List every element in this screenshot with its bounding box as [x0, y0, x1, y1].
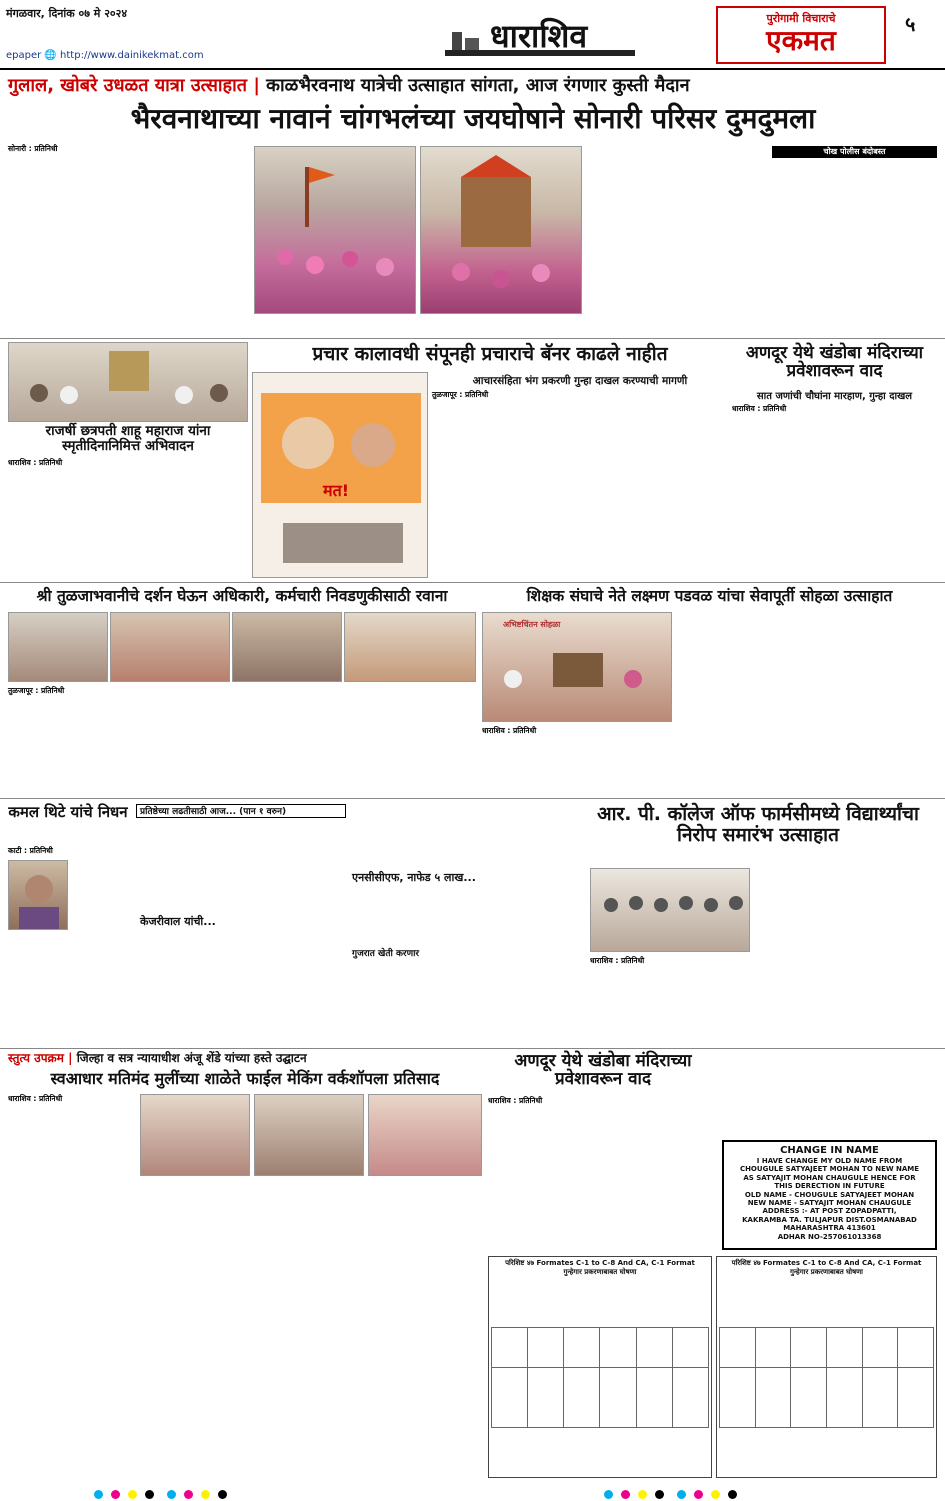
- andur1-subheadline: सात जणांची चौघांना मारहाण, गुन्हा दाखल: [756, 391, 913, 402]
- lead-caption-1: [254, 316, 416, 336]
- tuljabhavani-body: [8, 698, 476, 794]
- notice-title: CHANGE IN NAME: [780, 1145, 879, 1156]
- tuljabhavani-photo-4: [344, 612, 476, 682]
- lead-photo-2: [420, 146, 582, 314]
- page-number: ५: [905, 12, 916, 36]
- padwal-headline: शिक्षक संघाचे नेते लक्ष्मण पडवळ यांचा सेवापूर्ती सोहळा उत्साहात: [526, 587, 893, 605]
- form-a-table: [491, 1327, 709, 1428]
- andur2-body: [488, 1108, 718, 1250]
- print-color-marks-right: [600, 1484, 741, 1501]
- lead-body-col3: [588, 146, 766, 334]
- rp-body: [754, 868, 937, 1044]
- notice-adhar: ADHAR NO-257061013368: [777, 1232, 882, 1241]
- workshop-photo-3: [368, 1094, 482, 1176]
- workshop-photo-1: [140, 1094, 250, 1176]
- form-b-subtitle: गुन्हेगार प्रकरणाबाबत घोषणा: [789, 1268, 863, 1276]
- kamal-byline: काटी : प्रतिनिधी: [8, 846, 53, 855]
- kamal-photo: [8, 860, 68, 930]
- continuation-body: [136, 822, 346, 1044]
- shahu-headline: राजर्षी छत्रपती शाहू महाराज यांना स्मृतीदिनानिमित्त अभिवादन: [45, 423, 211, 454]
- chariot-photo-icon: [421, 147, 582, 314]
- city-name: धाराशिव: [490, 17, 588, 55]
- tuljabhavani-photo-3: [232, 612, 342, 682]
- campaign-banner-icon: [253, 373, 428, 578]
- form-b-title: परिशिष्ट ४७ Formates C-1 to C-8 And CA, C-1 Format: [731, 1259, 922, 1267]
- workshop-body-col1: [8, 1106, 136, 1478]
- lead-body-col1: [8, 156, 148, 336]
- banner-body-col1: [432, 402, 577, 578]
- paper-tagline: पुरोगामी विचाराचे: [766, 12, 836, 25]
- lead-subhead-police: चोख पोलीस बंदोबस्त: [772, 146, 937, 158]
- andur2-headline: अणदूर येथे खंडोबा मंदिराच्या प्रवेशावरून वाद: [514, 1051, 692, 1090]
- rp-headline: आर. पी. कॉलेज ऑफ फार्मसीमध्ये विद्यार्थ्यांचा निरोप समारंभ उत्साहात: [597, 803, 919, 846]
- tuljabhavani-photo-1: [8, 612, 108, 682]
- shahu-photo: [8, 342, 248, 422]
- andur1-headline: अणदूर येथे खंडोबा मंदिराच्या प्रवेशावरून वाद: [745, 343, 924, 382]
- lead-byline: सोनारी : प्रतिनिधी: [8, 144, 58, 153]
- andur2-byline: धाराशिव : प्रतिनिधी: [488, 1096, 543, 1105]
- lead-body-col2: [152, 146, 250, 334]
- banner-subheadline: आचारसंहिता भंग प्रकरणी गुन्हा दाखल करण्याची मागणी: [472, 375, 688, 387]
- notice-old-name: OLD NAME - CHOUGULE SATYAJEET MOHAN: [744, 1190, 915, 1199]
- tuljabhavani-headline: श्री तुळजाभवानीचे दर्शन घेऊन अधिकारी, कर्मचारी निवडणुकीसाठी रवाना: [36, 587, 448, 605]
- banner-sign-text: मत!: [323, 481, 349, 500]
- ncc-subhead: एनसीसीएफ, नाफेड ५ लाख...: [352, 871, 476, 884]
- notice-address-1: ADDRESS :- AT POST ZOPADPATTI,: [762, 1207, 897, 1216]
- continuation-label: प्रतिष्ठेच्या लढतीसाठी आज... (पान १ वरुन): [136, 804, 346, 818]
- workshop-byline: धाराशिव : प्रतिनिधी: [8, 1094, 63, 1103]
- form-a-subtitle: गुन्हेगार प्रकरणाबाबत घोषणा: [563, 1268, 637, 1276]
- rp-byline: धाराशिव : प्रतिनिधी: [590, 956, 645, 965]
- workshop-kicker: स्तुत्य उपक्रम | जिल्हा व सत्र न्यायाधीश अंजू शेंडे यांच्या हस्ते उद्घाटन: [8, 1051, 307, 1065]
- workshop-headline: स्वआधार मतिमंद मुलींच्या शाळेते फाईल मेकिंग वर्कशॉपला प्रतिसाद: [50, 1069, 440, 1088]
- ncc-body: [352, 804, 582, 1044]
- workshop-kicker-black: जिल्हा व सत्र न्यायाधीश अंजू शेंडे यांच्या हस्ते उद्घाटन: [76, 1051, 307, 1065]
- banner-body-col2: [582, 390, 728, 578]
- padwal-body: [482, 738, 937, 794]
- shahu-byline: धाराशिव : प्रतिनिधी: [8, 458, 63, 467]
- notice-address-3: MAHARASHTRA 413601: [783, 1224, 876, 1233]
- padwal-photo-label: अभिष्टचिंतन सोहळा: [503, 620, 561, 629]
- lead-body-col4: [772, 160, 937, 334]
- tuljabhavani-photo-2: [110, 612, 230, 682]
- notice-line-3: AS SATYAJIT MOHAN CHAUGULE HENCE FOR: [743, 1173, 916, 1182]
- lead-kicker-black: काळभैरवनाथ यात्रेची उत्साहात सांगता, आज रंगणार कुस्ती मैदान: [266, 75, 690, 96]
- banner-photo: [252, 372, 428, 578]
- workshop-photo-2: [254, 1094, 364, 1176]
- rp-photo: [590, 868, 750, 952]
- form-a-title: परिशिष्ट ४७ Formates C-1 to C-8 And CA, C-1 Format: [505, 1259, 695, 1267]
- kamal-headline: कमल थिटे यांचे निधन: [8, 803, 128, 821]
- continuation-subhead: केजरीवाल यांची...: [140, 915, 216, 928]
- padwal-photo: [482, 612, 672, 722]
- banner-byline: तुळजापूर : प्रतिनिधी: [432, 390, 489, 399]
- kamal-body: [8, 934, 130, 1044]
- notice-line-4: THIS DERECTION IN FUTURE: [774, 1182, 885, 1191]
- notice-line-2: CHOUGULE SATYAJEET MOHAN TO NEW NAME: [739, 1165, 920, 1174]
- padwal-byline: धाराशिव : प्रतिनिधी: [482, 726, 537, 735]
- group-photo-icon: [591, 869, 750, 952]
- issue-date: मंगळवार, दिनांक ०७ मे २०२४: [6, 7, 128, 20]
- lead-kicker: गुलाल, खोबरे उधळत यात्रा उत्साहात | काळभैरवनाथ यात्रेची उत्साहात सांगता, आज रंगणार कुस्ती मैदान: [8, 75, 690, 96]
- form-b-table: [719, 1327, 934, 1428]
- form-b: [716, 1256, 937, 1478]
- portrait-icon: [9, 861, 68, 930]
- notice-line-1: I HAVE CHANGE MY OLD NAME FROM: [756, 1157, 903, 1165]
- banner-headline: प्रचार कालावधी संपूनही प्रचाराचे बॅनर काढले नाहीत: [312, 343, 668, 365]
- paper-name: एकमत: [766, 24, 836, 57]
- city-banner: [440, 10, 650, 65]
- lead-caption-2: [420, 316, 582, 336]
- name-change-notice: [722, 1140, 937, 1250]
- ncc-subhead-2: गुजरात खेती करणार: [352, 949, 420, 959]
- shahu-body: [8, 470, 248, 578]
- form-a: [488, 1256, 712, 1478]
- form-b-body: [719, 1277, 934, 1327]
- print-color-marks-left: [90, 1484, 231, 1501]
- lead-kicker-red: गुलाल, खोबरे उधळत यात्रा उत्साहात: [8, 75, 248, 96]
- crowd-photo-icon: [255, 147, 416, 314]
- paper-logo: [716, 6, 886, 64]
- andur1-byline: धाराशिव : प्रतिनिधी: [732, 404, 787, 413]
- notice-address-2: KAKRAMBA TA. TULJAPUR DIST.OSMANABAD: [742, 1215, 917, 1224]
- people-group-icon: [9, 343, 248, 422]
- lead-headline: भैरवनाथाच्या नावानं चांगभलंच्या जयघोषाने सोनारी परिसर दुमदुमला: [130, 102, 816, 135]
- form-a-body: [491, 1277, 709, 1327]
- workshop-kicker-red: स्तुत्य उपक्रम: [8, 1051, 64, 1065]
- andur1-body: [732, 416, 937, 578]
- epaper-link[interactable]: epaper 🌐 http://www.dainikekmat.com: [6, 50, 204, 61]
- lead-photo-1: [254, 146, 416, 314]
- notice-new-name: NEW NAME - SATYAJIT MOHAN CHAUGULE: [747, 1198, 912, 1207]
- workshop-body: [140, 1180, 482, 1478]
- tuljabhavani-byline: तुळजापूर : प्रतिनिधी: [8, 686, 65, 695]
